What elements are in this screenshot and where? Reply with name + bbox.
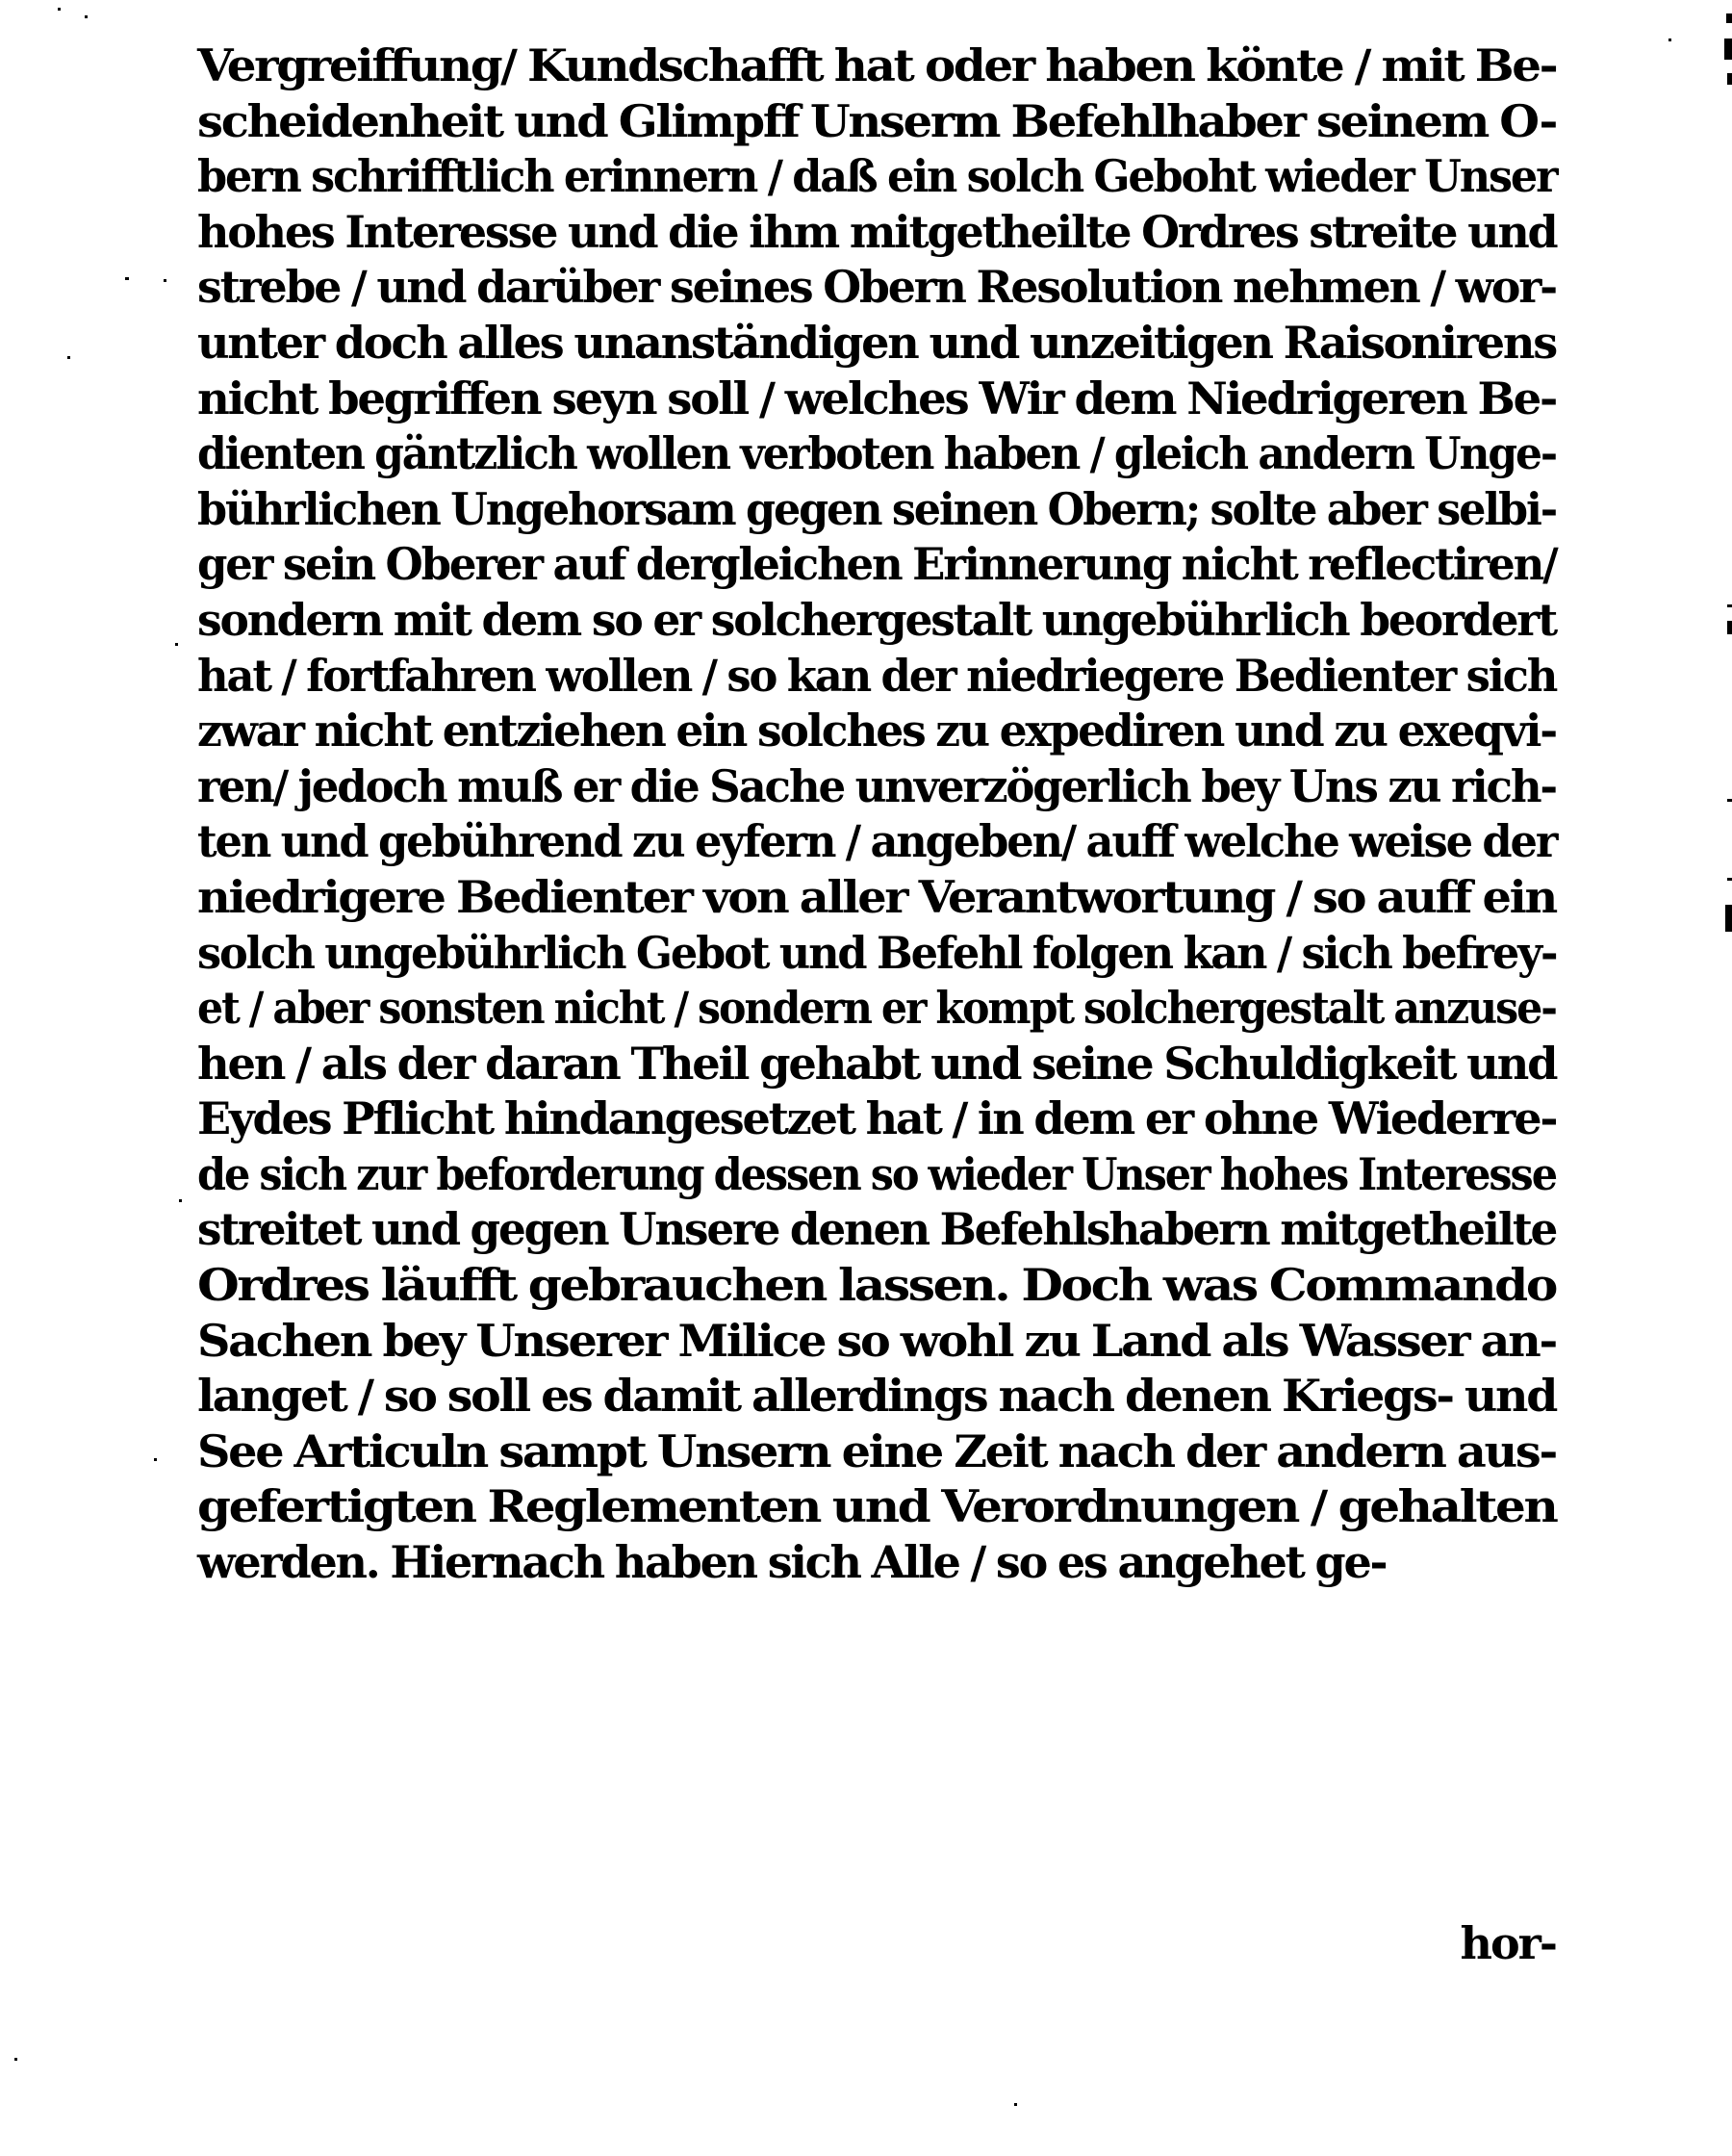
text-line-10: ger sein Oberer auf dergleichen Erinnerung nicht reflectiren/	[197, 538, 1557, 591]
text-line-18: et / aber sonsten nicht / sondern er kompt solchergestalt anzuse-	[197, 982, 1556, 1035]
text-line-2: scheidenheit und Glimpff Unserm Befehlhaber seinem O-	[197, 94, 1557, 147]
text-line-3: bern schrifftlich erinnern / daß ein solch Geboht wieder Unser	[197, 150, 1557, 203]
text-line-6: unter doch alles unanständigen und unzeitigen Raisonirens	[197, 316, 1556, 369]
scan-edge-mark	[1726, 13, 1732, 23]
body-text	[197, 38, 1556, 1591]
text-line-9: bührlichen Ungehorsam gegen seinen Obern; solte aber selbi-	[197, 482, 1557, 535]
text-line-26: See Articuln sampt Unsern eine Zeit nach der andern aus-	[197, 1424, 1556, 1477]
text-line-20: Eydes Pflicht hindangesetzet hat / in dem er ohne Wiederre-	[197, 1092, 1557, 1145]
text-line-23: Ordres läufft gebrauchen lassen. Doch was Commando	[197, 1259, 1556, 1312]
scan-speck	[1668, 38, 1671, 41]
text-line-1: Vergreiffung/ Kundschafft hat oder haben könte / mit Be-	[197, 39, 1557, 91]
text-line-17: solch ungebührlich Gebot und Befehl folgen kan / sich befrey-	[197, 926, 1557, 979]
text-line-27: gefertigten Reglementen und Verordnungen / gehalten	[197, 1480, 1557, 1533]
scan-edge-mark	[1727, 799, 1732, 802]
text-line-15: ten und gebührend zu eyfern / angeben/ auff welche weise der	[197, 815, 1557, 868]
text-line-24: Sachen bey Unserer Milice so wohl zu Land als Wasser an-	[197, 1314, 1556, 1367]
catchword: hor-	[1460, 1917, 1556, 1969]
scan-edge-mark	[1727, 73, 1732, 85]
scan-speck	[125, 277, 129, 280]
text-line-11: sondern mit dem so er solchergestalt ungebührlich beordert	[197, 593, 1556, 646]
scan-speck	[1014, 2103, 1017, 2106]
scan-edge-mark	[1727, 604, 1732, 607]
text-line-16: niedrigere Bedienter von aller Verantwortung / so auff ein	[197, 870, 1557, 923]
text-line-25: langet / so soll es damit allerdings nach denen Kriegs- und	[197, 1370, 1557, 1423]
scan-speck	[58, 8, 61, 11]
text-line-12: hat / fortfahren wollen / so kan der niedriegere Bedienter sich	[197, 649, 1557, 702]
text-line-7: nicht begriffen seyn soll / welches Wir dem Niedrigeren Be-	[197, 372, 1557, 424]
scan-speck	[14, 2058, 17, 2061]
text-line-22: streitet und gegen Unsere denen Befehlshabern mitgetheilte	[197, 1203, 1557, 1256]
text-line-4: hohes Interesse und die ihm mitgetheilte Ordres streite und	[197, 205, 1557, 258]
scan-speck	[85, 15, 88, 18]
scan-speck	[175, 643, 178, 646]
scan-edge-mark	[1725, 905, 1732, 932]
text-line-13: zwar nicht entziehen ein solches zu expediren und zu exeqvi-	[197, 705, 1556, 757]
text-line-28: werden. Hiernach haben sich Alle / so es angehet ge-	[197, 1536, 1387, 1589]
scan-edge-mark	[1727, 621, 1732, 634]
scan-edge-mark	[1727, 878, 1732, 881]
scan-speck	[67, 356, 70, 359]
scan-edge-mark	[1724, 38, 1732, 60]
text-line-8: dienten gäntzlich wollen verboten haben / gleich andern Unge-	[197, 427, 1556, 480]
text-line-14: ren/ jedoch muß er die Sache unverzögerlich bey Uns zu rich-	[197, 759, 1556, 812]
text-line-5: strebe / und darüber seines Obern Resolution nehmen / wor-	[197, 261, 1556, 314]
scan-speck	[154, 1458, 157, 1461]
scan-speck	[179, 1199, 182, 1202]
scan-speck	[164, 279, 166, 282]
text-line-19: hen / als der daran Theil gehabt und seine Schuldigkeit und	[197, 1037, 1557, 1090]
text-line-21: de sich zur beforderung dessen so wieder Unser hohes Interesse	[197, 1147, 1556, 1200]
